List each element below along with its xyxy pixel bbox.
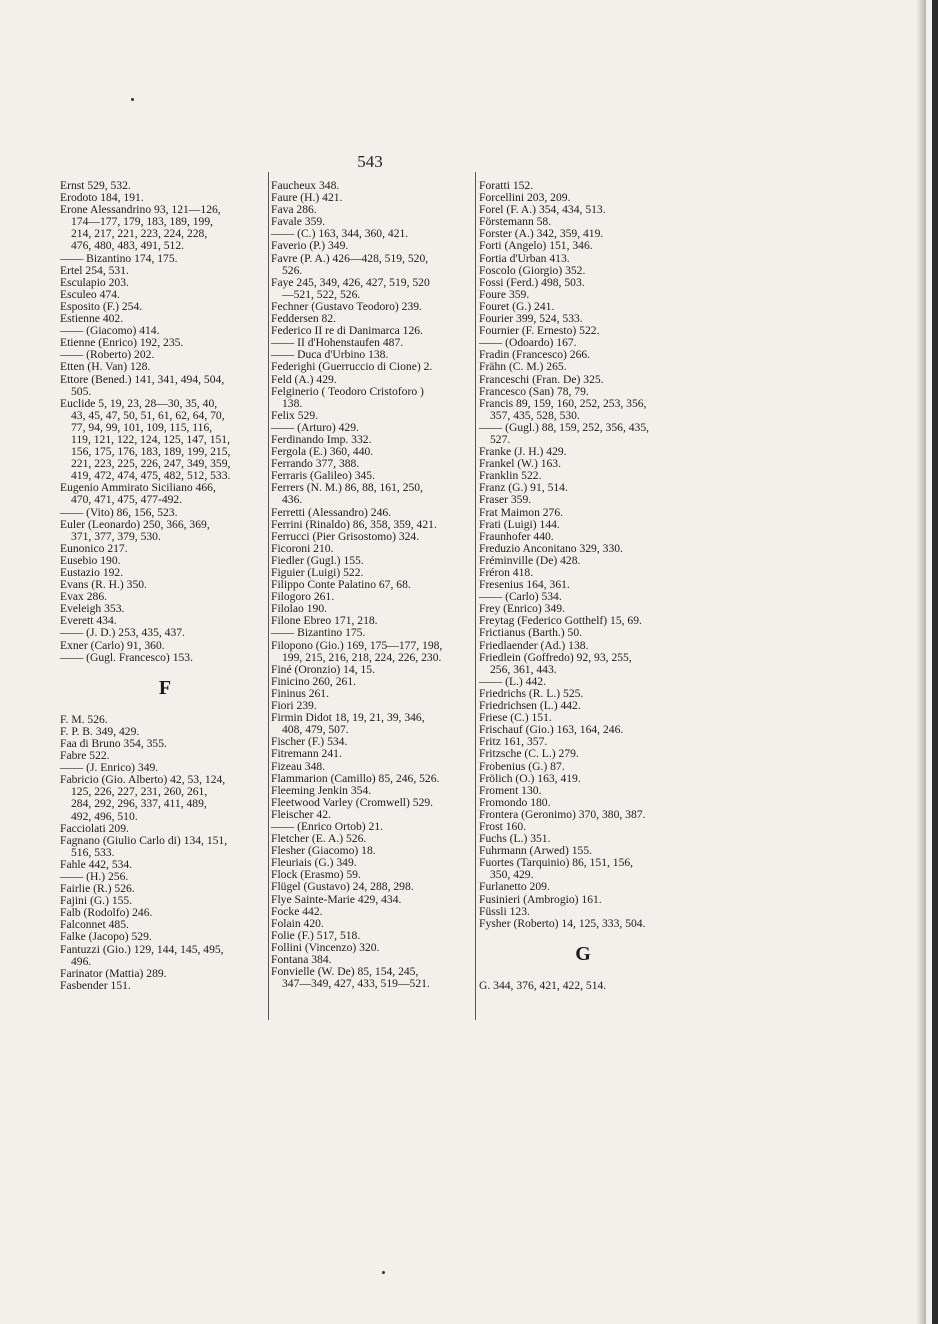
index-entry: Fritz 161, 357. [479,735,548,749]
index-entry: Fininus 261. [271,686,329,700]
index-entry: Erone Alessandrino 93, 121—126, [60,203,221,217]
index-entry: Fromondo 180. [479,795,551,809]
index-entry-continuation: 350, 429. [490,868,534,882]
index-entry: Falconnet 485. [60,918,129,932]
index-entry: Folie (F.) 517, 518. [271,928,361,942]
index-entry: Filone Ebreo 171, 218. [271,614,378,628]
index-entry: Frähn (C. M.) 265. [479,360,567,374]
index-entry: Ferretti (Alessandro) 246. [271,505,392,519]
index-entry: Flye Sainte-Marie 429, 434. [271,892,402,906]
index-entry: Flock (Erasmo) 59. [271,868,361,882]
index-entry-continuation: 174—177, 179, 183, 189, 199, [71,215,214,229]
index-entry: Fraser 359. [479,493,532,507]
index-entry-continuation: 125, 226, 227, 231, 260, 261, [71,785,208,799]
index-entry: Faa di Bruno 354, 355. [60,736,167,750]
index-entry: Freytag (Federico Gotthelf) 15, 69. [479,614,642,628]
index-entry: Favre (P. A.) 426—428, 519, 520, [271,251,429,265]
index-entry: —— (Gugl. Francesco) 153. [60,650,193,664]
index-entry: Fresenius 164, 361. [479,578,570,592]
index-entry: Fergola (E.) 360, 440. [271,445,374,459]
index-entry: —— (J. D.) 253, 435, 437. [60,626,185,640]
index-entry: Frontera (Geronimo) 370, 380, 387. [479,807,646,821]
index-entry-continuation: 436. [282,493,303,507]
index-entry: Federighi (Guerruccio di Cione) 2. [271,360,433,374]
index-entry-continuation: 156, 175, 176, 183, 189, 199, 215, [71,445,231,459]
index-column-2 [271,180,477,990]
index-entry: Forel (F. A.) 354, 434, 513. [479,203,606,217]
index-entry: —— (Odoardo) 167. [479,336,577,350]
index-entry: —— (Gugl.) 88, 159, 252, 356, 435, [479,420,650,434]
index-entry: Freduzio Anconitano 329, 330. [479,541,623,555]
index-entry: Esculeo 474. [60,287,120,301]
index-entry: Firmin Didot 18, 19, 21, 39, 346, [271,711,425,725]
index-entry: Eunonico 217. [60,541,128,555]
index-entry: Froment 130. [479,783,542,797]
index-entry: Faye 245, 349, 426, 427, 519, 520 [271,275,430,289]
index-entry: Frey (Enrico) 349. [479,602,565,616]
index-entry: Fizeau 348. [271,759,326,773]
index-entry: Frankel (W.) 163. [479,457,561,471]
index-entry-continuation: 476, 480, 483, 491, 512. [71,239,185,253]
index-entry: Faure (H.) 421. [271,191,343,205]
index-entry: Foure 359. [479,287,530,301]
index-entry: —— (Arturo) 429. [271,420,359,434]
index-entry: Figuier (Luigi) 522. [271,566,364,579]
index-entry: Fajini (G.) 155. [60,894,133,908]
index-entry: Felginerio ( Teodoro Cristoforo ) [271,384,424,398]
index-entry: Ernst 529, 532. [60,179,131,192]
index-entry: Fortia d'Urban 413. [479,251,570,265]
index-entry: Fonvielle (W. De) 85, 154, 245, [271,965,419,979]
index-entry: Frost 160. [479,819,527,833]
index-entry: —— Bizantino 175. [271,626,366,640]
index-entry: Ferrers (N. M.) 86, 88, 161, 250, [271,481,423,495]
index-entry: Franceschi (Fran. De) 325. [479,372,604,386]
index-entry: Ferrucci (Pier Grisostomo) 324. [271,529,420,543]
index-entry-continuation: 43, 45, 47, 50, 51, 61, 62, 64, 70, [71,408,225,422]
index-entry: Feld (A.) 429. [271,372,337,386]
index-entry: Forster (A.) 342, 359, 419. [479,227,604,241]
index-entry: Füssli 123. [479,904,530,918]
index-entry-continuation: —521, 522, 526. [282,287,361,301]
index-entry: Falb (Rodolfo) 246. [60,906,153,920]
index-entry: Fréminville (De) 428. [479,553,581,567]
index-entry: Forcellini 203, 209. [479,191,571,205]
index-entry-continuation: 527. [490,432,511,446]
index-entry: Fechner (Gustavo Teodoro) 239. [271,299,422,313]
index-entry-continuation: 526. [282,263,303,277]
index-entry: F. M. 526. [60,712,108,726]
index-entry: Fiori 239. [271,699,317,713]
index-entry: Frischauf (Gio.) 163, 164, 246. [479,723,624,737]
index-entry: Foscolo (Giorgio) 352. [479,263,586,277]
index-entry: Forti (Angelo) 151, 346. [479,239,593,253]
index-entry: Eustazio 192. [60,566,124,579]
index-entry: —— (Roberto) 202. [60,348,155,362]
index-entry: —— (Vito) 86, 156, 523. [60,505,178,519]
index-entry: Fourier 399, 524, 533. [479,312,583,326]
index-entry: Fritzsche (C. L.) 279. [479,747,579,761]
index-entry: Franz (G.) 91, 514. [479,481,568,495]
index-entry-continuation: 408, 479, 507. [282,723,349,737]
index-entry: Focke 442. [271,904,323,918]
index-entry-continuation: 221, 223, 225, 226, 247, 349, 359, [71,457,231,471]
index-entry: —— (Carlo) 534. [479,590,562,604]
index-entry: Fahle 442, 534. [60,857,133,871]
index-entry: Folain 420. [271,916,324,930]
index-entry-continuation: 516, 533. [71,845,115,859]
ink-speck [131,98,134,101]
index-entry: Fossi (Ferd.) 498, 503. [479,275,585,289]
index-entry: Flammarion (Camillo) 85, 246, 526. [271,771,440,785]
index-entry: Friese (C.) 151. [479,711,552,725]
index-entry: Fagnano (Giulio Carlo di) 134, 151, [60,833,228,847]
index-entry: Facciolati 209. [60,821,129,835]
index-entry-continuation: 284, 292, 296, 337, 411, 489, [71,797,207,811]
index-entry: Ferrini (Rinaldo) 86, 358, 359, 421. [271,517,437,531]
index-entry: Flesher (Giacomo) 18. [271,844,376,858]
index-entry: Follini (Vincenzo) 320. [271,940,380,954]
index-entry: Fletcher (E. A.) 526. [271,832,367,846]
index-entry-continuation: 492, 496, 510. [71,809,138,823]
index-entry-continuation: 470, 471, 475, 477-492. [71,493,183,507]
index-entry: Filippo Conte Palatino 67, 68. [271,578,411,592]
index-entry: Fabre 522. [60,749,110,763]
index-entry: Ertel 254, 531. [60,263,129,277]
index-entry: Fasbender 151. [60,978,131,992]
index-entry: Fouret (G.) 241. [479,299,555,313]
index-entry: Fitremann 241. [271,747,342,761]
index-entry-continuation: 199, 215, 216, 218, 224, 226, 230. [282,650,442,664]
index-entry: —— Duca d'Urbino 138. [271,348,389,362]
index-entry: Fysher (Roberto) 14, 125, 333, 504. [479,916,646,930]
index-entry: Everett 434. [60,614,117,628]
index-entry: Foratti 152. [479,179,534,192]
index-column-1 [60,180,270,992]
index-entry-continuation: 77, 94, 99, 101, 109, 115, 116, [71,420,213,434]
section-letter-heading: G [575,942,591,965]
ink-speck [382,1271,385,1274]
index-entry: Faverio (P.) 349. [271,239,349,253]
index-entry: Fava 286. [271,203,317,217]
index-entry: Eugenio Ammirato Siciliano 466, [60,481,216,495]
index-entry: —— (L.) 442. [479,674,546,688]
index-entry: Franklin 522. [479,469,542,483]
index-entry: Francesco (San) 78, 79. [479,384,589,398]
index-entry: Fraunhofer 440. [479,529,554,543]
index-entry: Fairlie (R.) 526. [60,882,135,896]
index-entry-continuation: 371, 377, 379, 530. [71,529,161,543]
index-entry: Fleischer 42. [271,807,331,821]
index-entry-continuation: 505. [71,384,92,398]
index-entry: Ficoroni 210. [271,541,334,555]
index-entry: Feddersen 82. [271,312,337,326]
index-entry: —— (Giacomo) 414. [60,324,160,338]
index-entry: Fleuriais (G.) 349. [271,856,357,870]
index-entry: Ferrando 377, 388. [271,457,360,471]
index-entry: Fleetwood Varley (Cromwell) 529. [271,795,434,809]
index-entry: —— (J. Enrico) 349. [60,761,159,775]
index-entry: Fournier (F. Ernesto) 522. [479,324,600,338]
index-entry-continuation: 256, 361, 443. [490,662,557,676]
index-entry: —— Bizantino 174, 175. [60,251,178,265]
index-entry: Franke (J. H.) 429. [479,445,567,459]
index-entry: Frat Maimon 276. [479,505,564,519]
index-entry: Frati (Luigi) 144. [479,517,560,531]
page-edge-shadow [916,0,926,1324]
index-entry: Favale 359. [271,215,326,229]
index-entry: Esculapio 203. [60,275,129,289]
index-entry: Friedlaender (Ad.) 138. [479,638,589,652]
section-letter-heading: F [158,676,172,699]
index-entry: Friedrichs (R. L.) 525. [479,686,584,700]
index-entry-continuation: 347—349, 427, 433, 519—521. [282,977,430,991]
index-entry: Fantuzzi (Gio.) 129, 144, 145, 495, [60,942,224,956]
index-entry: Fontana 384. [271,953,332,966]
index-entry: Filogoro 261. [271,590,335,604]
index-entry-continuation: 419, 472, 474, 475, 482, 512, 533. [71,469,231,483]
index-entry: Evans (R. H.) 350. [60,578,147,592]
index-entry: Etienne (Enrico) 192, 235. [60,336,184,350]
index-entry: Fiedler (Gugl.) 155. [271,553,364,567]
index-entry: Ettore (Bened.) 141, 341, 494, 504, [60,372,225,386]
index-entry: Erodoto 184, 191. [60,191,144,205]
index-entry: Fleeming Jenkin 354. [271,783,372,797]
page-number: 543 [357,152,383,171]
index-entry: Fuortes (Tarquinio) 86, 151, 156, [479,856,634,870]
index-entry: Ferdinando Imp. 332. [271,432,372,446]
index-entry: Fuchs (L.) 351. [479,832,551,846]
index-entry: Fabricio (Gio. Alberto) 42, 53, 124, [60,773,226,787]
index-entry: Friedrichsen (L.) 442. [479,699,581,713]
index-entry: Filolao 190. [271,602,328,616]
index-entry-continuation: 496. [71,954,92,968]
index-entry: Estienne 402. [60,312,124,326]
index-entry: Fréron 418. [479,566,534,579]
index-entry: Faucheux 348. [271,179,340,192]
index-entry: Falke (Jacopo) 529. [60,930,152,944]
index-entry: Ferraris (Galileo) 345. [271,469,375,483]
index-entry: Felix 529. [271,408,319,422]
index-entry: Etten (H. Van) 128. [60,360,151,374]
index-entry: Finé (Oronzio) 14, 15. [271,662,376,676]
index-entry: —— II d'Hohenstaufen 487. [271,336,404,350]
index-entry: Fusinieri (Ambrogio) 161. [479,892,602,906]
index-entry: G. 344, 376, 421, 422, 514. [479,978,607,992]
index-entry: Federico II re di Danimarca 126. [271,324,423,338]
index-entry: Filopono (Gio.) 169, 175—177, 198, [271,638,443,652]
index-entry: —— (Enrico Ortob) 21. [271,819,384,833]
index-entry-continuation: 357, 435, 528, 530. [490,408,580,422]
index-entry: Fuhrmann (Arwed) 155. [479,844,593,858]
index-entry: Euclide 5, 19, 23, 28—30, 35, 40, [60,396,218,410]
index-entry: Fischer (F.) 534. [271,735,348,749]
index-entry: Exner (Carlo) 91, 360. [60,638,165,652]
index-entry: Francis 89, 159, 160, 252, 253, 356, [479,396,647,410]
index-entry: Förstemann 58. [479,215,552,229]
index-entry: Euler (Leonardo) 250, 366, 369, [60,517,210,531]
index-entry-continuation: 138. [282,396,303,410]
index-entry: Fradin (Francesco) 266. [479,348,591,362]
index-entry: Evax 286. [60,590,108,604]
index-entry: Eveleigh 353. [60,602,125,616]
index-entry: —— (C.) 163, 344, 360, 421. [271,227,409,241]
index-entry-continuation: 119, 121, 122, 124, 125, 147, 151, [71,432,230,446]
index-entry: —— (H.) 256. [60,869,129,883]
index-entry-continuation: 214, 217, 221, 223, 224, 228, [71,227,208,241]
index-entry: Farinator (Mattia) 289. [60,966,167,980]
index-entry: Frictianus (Barth.) 50. [479,626,583,640]
index-entry: Frobenius (G.) 87. [479,759,565,773]
index-entry: Furlanetto 209. [479,880,550,894]
index-entry: Eusebio 190. [60,553,121,567]
index-entry: Frölich (O.) 163, 419. [479,771,581,785]
index-entry: Finicino 260, 261. [271,674,357,688]
index-entry: Flügel (Gustavo) 24, 288, 298. [271,880,414,894]
index-entry: Esposito (F.) 254. [60,299,143,313]
index-entry: Friedlein (Goffredo) 92, 93, 255, [479,650,632,664]
index-entry: F. P. B. 349, 429. [60,724,140,738]
index-column-3 [479,180,687,992]
